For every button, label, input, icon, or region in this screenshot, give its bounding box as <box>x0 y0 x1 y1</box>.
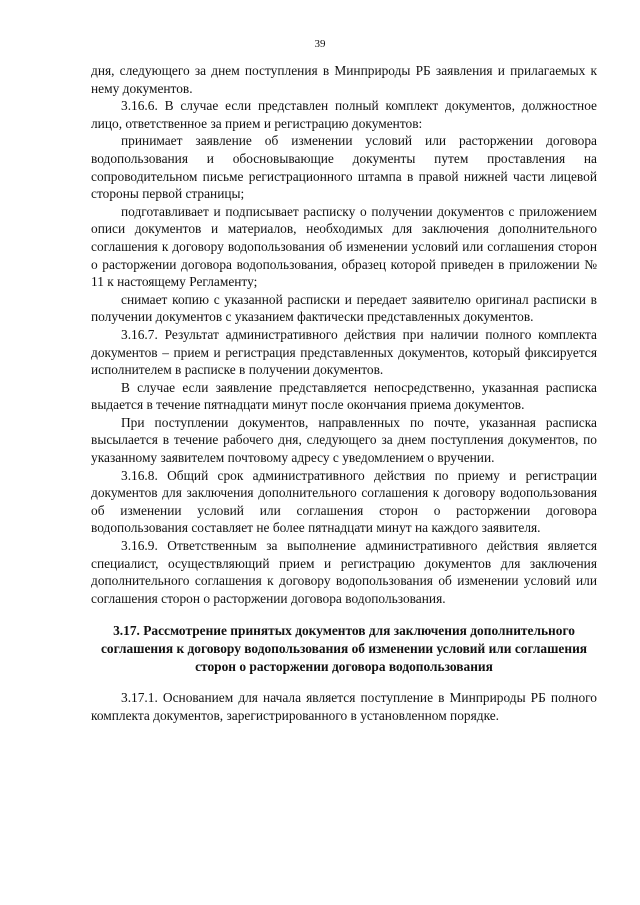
paragraph-3-16-6: 3.16.6. В случае если представлен полный комплект документов, должностное лицо, ответственное за прием и регистрацию документов: <box>91 98 597 131</box>
paragraph-3-16-7: 3.16.7. Результат административного действия при наличии полного комплекта документов – прием и регистрация представленных документов, который фиксируется исполнителем в расписке в получении документов. <box>91 326 597 378</box>
paragraph-accepts-application: принимает заявление об изменении условий или расторжении договора водопользования и обосновывающие документы путем проставления на сопроводительном письме регистрационного штампа в правой нижней части лицевой стороны первой страницы; <box>91 133 597 202</box>
paragraph-3-16-9: 3.16.9. Ответственным за выполнение административного действия является специалист, осуществляющий прием и регистрацию документов для заключения дополнительного соглашения к договору водопользования об изменении условий или соглашения сторон о расторжении договора водопользования. <box>91 538 597 606</box>
paragraph-3-16-8: 3.16.8. Общий срок административного действия по приему и регистрации документов для заключения дополнительного соглашения к договору водопользования об изменении условий или соглашения сторон о расторжении договора водопользования составляет не более пятнадцати минут на каждого заявителя. <box>91 467 597 536</box>
paragraph-prepares-receipt: подготавливает и подписывает расписку о получении документов с приложением описи документов и материалов, необходимых для заключения дополнительного соглашения к договору водопользования об изменении условий или соглашения сторон о расторжении договора водопользования, образец которой приведен в приложении № 11 к настоящему Регламенту; <box>91 203 597 290</box>
paragraph-postal-submission: При поступлении документов, направленных по почте, указанная расписка высылается в течение рабочего дня, следующего за днем поступления документов, по указанному заявителем почтовому адресу с уведомлением о вручении. <box>91 414 597 466</box>
paragraph-direct-submission: В случае если заявление представляется непосредственно, указанная расписка выдается в течение пятнадцати минут после окончания приема документов. <box>91 379 597 413</box>
document-body <box>91 62 597 724</box>
page-number: 39 <box>314 38 326 50</box>
paragraph-copies-receipt: снимает копию с указанной расписки и передает заявителю оригинал расписки в получении документов с указанием фактически представленных документов. <box>91 291 597 325</box>
paragraph-3-17-1: 3.17.1. Основанием для начала является поступление в Минприроды РБ полного комплекта документов, зарегистрированного в установленном порядке. <box>91 690 597 723</box>
paragraph-continuation: дня, следующего за днем поступления в Минприроды РБ заявления и прилагаемых к нему документов. <box>91 63 597 96</box>
spacer <box>91 675 597 689</box>
section-heading-3-17: 3.17. Рассмотрение принятых документов для заключения дополнительного соглашения к договору водопользования об изменении условий или соглашения сторон о расторжении договора водопользования <box>100 623 588 674</box>
